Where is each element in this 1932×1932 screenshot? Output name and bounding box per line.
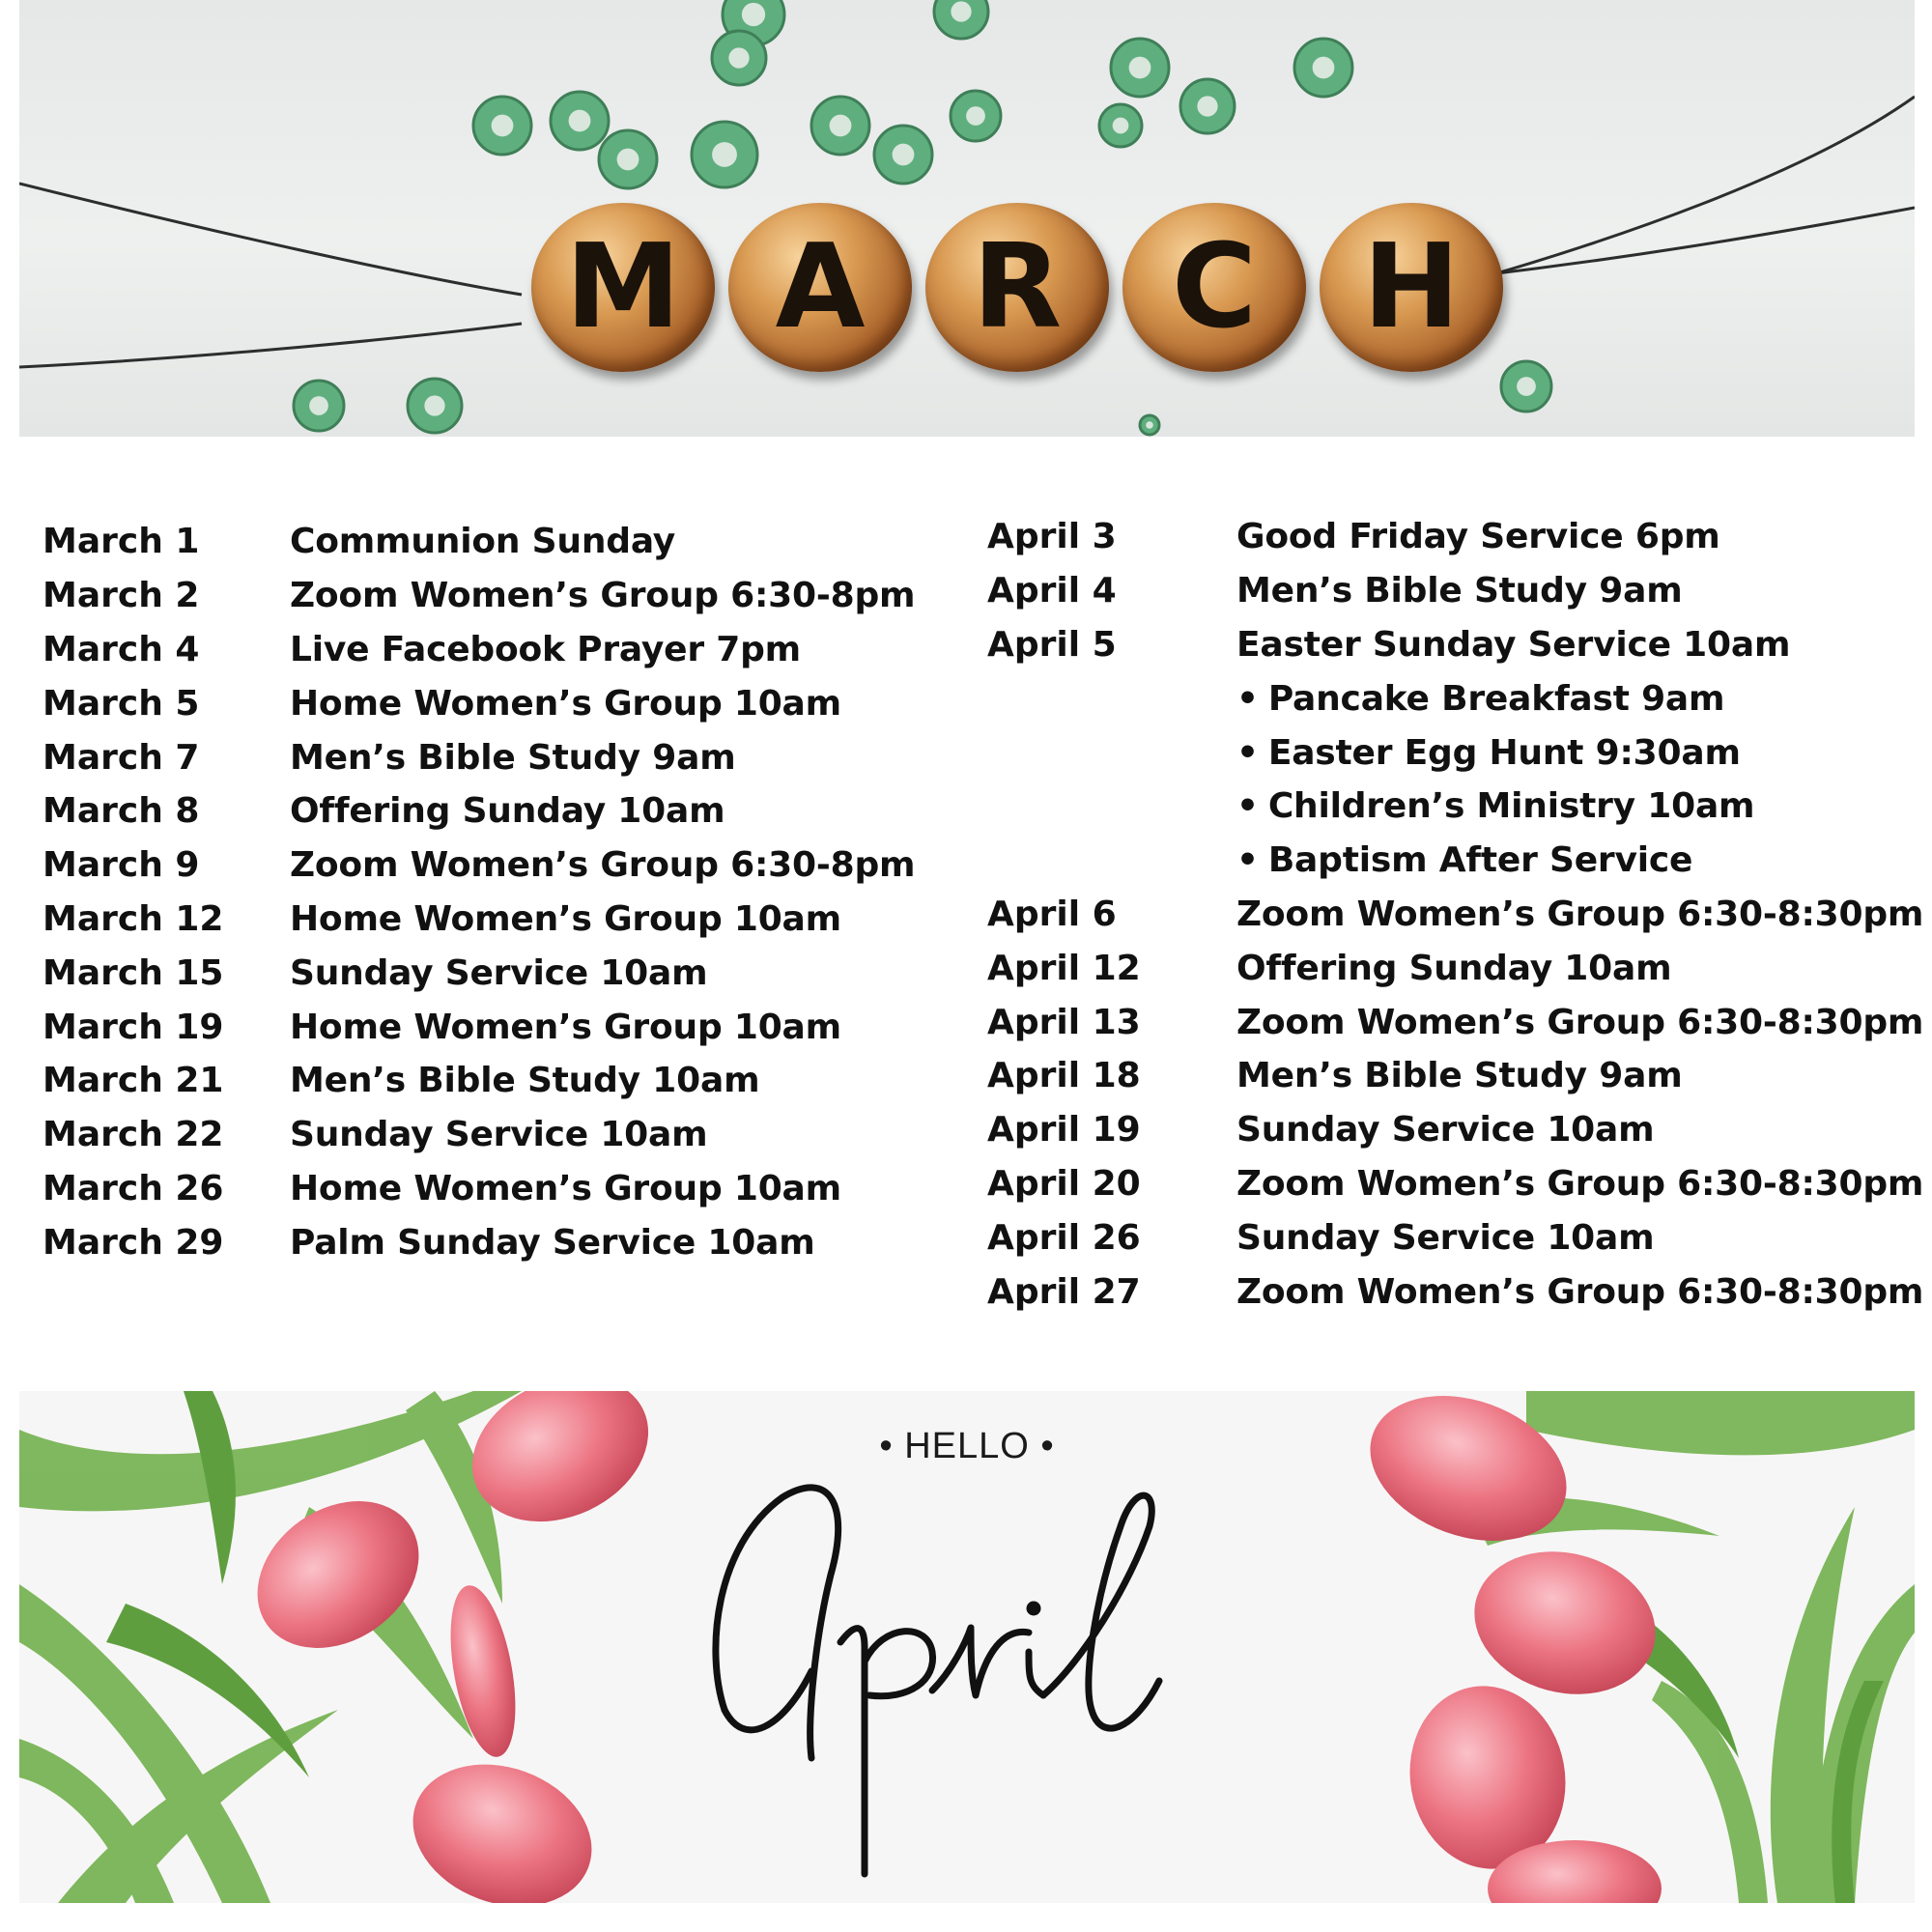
april-event-list <box>987 510 1924 1319</box>
event-title: Offering Sunday 10am <box>290 791 725 832</box>
march-event-list <box>43 515 916 1269</box>
event-title: Communion Sunday <box>290 522 676 562</box>
event-title: Zoom Women’s Group 6:30-8pm <box>290 845 916 886</box>
event-date: April 4 <box>987 571 1117 611</box>
march-banner <box>19 0 1915 437</box>
event-title: Sunday Service 10am <box>1236 1217 1655 1258</box>
event-title <box>1236 679 1724 719</box>
bullet-icon: • <box>1236 732 1259 773</box>
event-title: Men’s Bible Study 9am <box>1236 1056 1683 1096</box>
event-row <box>987 1157 1924 1211</box>
event-date: March 26 <box>43 1168 224 1208</box>
event-title <box>1236 840 1692 880</box>
march-bead-word <box>531 203 1517 377</box>
event-row <box>43 1000 841 1054</box>
event-row <box>43 569 916 623</box>
event-row <box>43 893 841 947</box>
event-title: Men’s Bible Study 9am <box>1236 571 1683 611</box>
seed-bead-hole <box>1129 57 1151 79</box>
bullet-icon: • <box>1236 840 1259 881</box>
event-date: March 9 <box>43 845 200 886</box>
event-date: March 12 <box>43 898 224 939</box>
event-title: Zoom Women’s Group 6:30-8:30pm <box>1236 1163 1924 1204</box>
event-row <box>987 834 1693 888</box>
event-date: April 6 <box>987 894 1117 934</box>
event-title: Sunday Service 10am <box>290 952 708 993</box>
event-title: Sunday Service 10am <box>1236 1110 1655 1151</box>
event-title: Zoom Women’s Group 6:30-8pm <box>290 576 916 616</box>
event-date: March 1 <box>43 522 200 562</box>
event-title: Men’s Bible Study 10am <box>290 1061 760 1101</box>
event-date: April 12 <box>987 948 1141 988</box>
event-title-text: Easter Egg Hunt 9:30am <box>1267 732 1741 773</box>
seed-bead-hole <box>893 144 915 166</box>
event-date: March 5 <box>43 683 200 724</box>
event-row <box>43 730 736 784</box>
seed-bead-hole <box>712 142 737 167</box>
event-row <box>987 941 1672 995</box>
event-title: Zoom Women’s Group 6:30-8:30pm <box>1236 1271 1924 1312</box>
event-title: Home Women’s Group 10am <box>290 1007 841 1047</box>
event-row <box>987 510 1720 564</box>
event-date: April 18 <box>987 1056 1141 1096</box>
seed-bead-hole <box>1517 377 1536 396</box>
event-date: March 15 <box>43 952 224 993</box>
seed-bead-hole <box>569 110 591 132</box>
bullet-icon: • <box>1236 786 1259 827</box>
event-title-text: Baptism After Service <box>1267 840 1693 881</box>
seed-bead-hole <box>830 115 852 137</box>
seed-bead-hole <box>424 395 444 415</box>
event-title-text: Pancake Breakfast 9am <box>1267 678 1725 719</box>
letter-bead: A <box>728 203 912 372</box>
event-title: Palm Sunday Service 10am <box>290 1222 815 1263</box>
seed-bead-hole <box>742 3 765 26</box>
event-title <box>1236 733 1741 773</box>
event-date: March 29 <box>43 1222 224 1263</box>
event-date: April 26 <box>987 1217 1141 1258</box>
event-date: April 3 <box>987 517 1117 557</box>
event-title: Live Facebook Prayer 7pm <box>290 629 801 669</box>
event-title: Good Friday Service 6pm <box>1236 517 1720 557</box>
april-script-lettering <box>696 1468 1236 1893</box>
event-row <box>43 1215 815 1269</box>
event-row <box>987 1103 1655 1157</box>
event-row <box>43 784 725 838</box>
event-title-text: Children’s Ministry 10am <box>1267 786 1755 827</box>
seed-bead-hole <box>1146 421 1153 429</box>
letter-bead: C <box>1122 203 1306 372</box>
event-row <box>43 1054 760 1108</box>
seed-bead-hole <box>1113 118 1129 134</box>
event-date: March 8 <box>43 791 200 832</box>
event-row <box>987 1264 1924 1319</box>
event-date: April 13 <box>987 1002 1141 1042</box>
event-date: March 22 <box>43 1115 224 1155</box>
event-row <box>987 995 1924 1049</box>
event-row <box>987 888 1924 942</box>
event-row <box>43 1108 708 1162</box>
april-banner <box>19 1391 1915 1903</box>
event-title: Home Women’s Group 10am <box>290 898 841 939</box>
event-title: Zoom Women’s Group 6:30-8:30pm <box>1236 1002 1924 1042</box>
event-date: March 19 <box>43 1007 224 1047</box>
event-row <box>987 564 1683 618</box>
seed-bead-hole <box>617 149 639 171</box>
event-date: April 19 <box>987 1110 1141 1151</box>
bullet-icon: • <box>1236 678 1259 719</box>
event-row <box>987 725 1741 780</box>
letter-bead: H <box>1320 203 1503 372</box>
event-row <box>43 1162 841 1216</box>
event-title: Men’s Bible Study 9am <box>290 737 736 778</box>
seed-bead-hole <box>309 396 328 415</box>
event-row <box>43 946 708 1000</box>
event-date: March 2 <box>43 576 200 616</box>
event-title: Home Women’s Group 10am <box>290 683 841 724</box>
event-title: Zoom Women’s Group 6:30-8:30pm <box>1236 894 1924 934</box>
seed-bead-hole <box>951 1 971 21</box>
event-row <box>987 1049 1683 1103</box>
letter-bead: M <box>531 203 715 372</box>
event-date: April 5 <box>987 624 1117 665</box>
seed-bead-hole <box>966 106 985 126</box>
event-date: March 7 <box>43 737 200 778</box>
letter-bead: R <box>925 203 1109 372</box>
event-title: Offering Sunday 10am <box>1236 948 1672 988</box>
event-date: March 21 <box>43 1061 224 1101</box>
event-row <box>987 618 1791 672</box>
seed-bead-hole <box>728 47 749 68</box>
event-title: Home Women’s Group 10am <box>290 1168 841 1208</box>
event-date: March 4 <box>43 629 200 669</box>
event-row <box>43 838 916 893</box>
event-row <box>987 671 1725 725</box>
event-row <box>987 780 1755 834</box>
event-date: April 27 <box>987 1271 1141 1312</box>
event-date: April 20 <box>987 1163 1141 1204</box>
seed-bead-hole <box>1197 96 1217 116</box>
event-row <box>43 676 841 730</box>
event-title <box>1236 786 1754 826</box>
event-row <box>43 515 676 569</box>
event-title: Easter Sunday Service 10am <box>1236 624 1791 665</box>
event-row <box>43 623 801 677</box>
seed-bead-hole <box>1313 57 1335 79</box>
event-row <box>987 1210 1655 1264</box>
seed-bead-hole <box>492 115 514 137</box>
hello-caption: • HELLO • <box>879 1426 1055 1466</box>
event-schedule <box>0 502 1932 1333</box>
event-title: Sunday Service 10am <box>290 1115 708 1155</box>
